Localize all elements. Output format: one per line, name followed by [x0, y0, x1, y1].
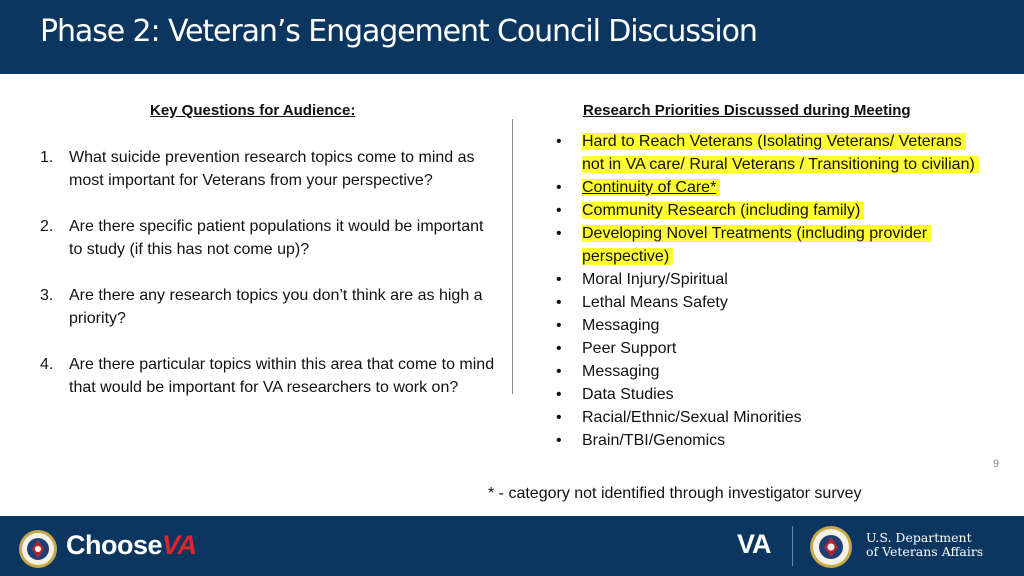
- va-seal-icon: [18, 529, 58, 569]
- bullet-glyph: •: [556, 294, 562, 311]
- column-divider: [512, 119, 513, 394]
- priority-item: [556, 291, 986, 314]
- question-number: 4.: [40, 356, 54, 373]
- bullet-glyph: •: [556, 133, 562, 150]
- bullet-glyph: •: [556, 363, 562, 380]
- research-priorities-heading: Research Priorities Discussed during Meeting: [583, 102, 911, 119]
- priority-text-highlighted: Developing Novel Treatments (including provider perspective): [582, 225, 931, 265]
- priority-text: Moral Injury/Spiritual: [582, 271, 728, 288]
- question-item: [40, 146, 500, 192]
- priority-text: Lethal Means Safety: [582, 294, 728, 311]
- key-questions-heading: Key Questions for Audience:: [150, 102, 356, 119]
- bullet-glyph: •: [556, 202, 562, 219]
- priority-text: Messaging: [582, 317, 660, 334]
- question-item: [40, 353, 500, 399]
- choose-va-logo: [66, 530, 197, 561]
- question-number: 2.: [40, 218, 54, 235]
- question-number: 3.: [40, 287, 54, 304]
- priority-text: Brain/TBI/Genomics: [582, 432, 726, 449]
- question-text: Are there particular topics within this area that come to mind that would be important for VA researchers to work on?: [69, 356, 495, 396]
- priority-item: [556, 314, 986, 337]
- priority-text-highlighted: Continuity of Care*: [582, 179, 720, 196]
- department-line-1: U.S. Department: [866, 530, 972, 545]
- question-text: Are there any research topics you don’t think are as high a priority?: [69, 287, 483, 327]
- priority-item: [556, 429, 986, 452]
- bullet-glyph: •: [556, 432, 562, 449]
- priority-text: Messaging: [582, 363, 660, 380]
- choose-va-logo-word: Choose: [66, 530, 163, 560]
- va-logo: VA: [737, 529, 771, 559]
- question-item: [40, 284, 500, 330]
- priority-item: [556, 383, 986, 406]
- logo-separator: [792, 526, 793, 566]
- bullet-glyph: •: [556, 386, 562, 403]
- question-text: Are there specific patient populations it would be important to study (if this has not come up)?: [69, 218, 484, 258]
- bullet-glyph: •: [556, 179, 562, 196]
- priority-text: Peer Support: [582, 340, 677, 357]
- priority-item: [556, 268, 986, 291]
- footnote: * - category not identified through investigator survey: [488, 485, 862, 502]
- priority-item: [556, 337, 986, 360]
- priority-text-highlighted: Hard to Reach Veterans (Isolating Veterans/ Veterans not in VA care/ Rural Veterans / Transitioning to civilian): [582, 133, 979, 173]
- bullet-glyph: •: [556, 340, 562, 357]
- priorities-list: [556, 130, 986, 452]
- priority-text: Data Studies: [582, 386, 674, 403]
- bullet-glyph: •: [556, 409, 562, 426]
- question-number: 1.: [40, 149, 54, 166]
- questions-list: [40, 146, 500, 422]
- priority-item: [556, 176, 986, 199]
- department-line-2: of Veterans Affairs: [866, 544, 984, 559]
- department-name: [866, 531, 983, 559]
- question-text: What suicide prevention research topics come to mind as most important for Veterans from your perspective?: [69, 149, 475, 189]
- bullet-glyph: •: [556, 271, 562, 288]
- footer-bar: [0, 516, 1024, 576]
- bullet-glyph: •: [556, 225, 562, 242]
- priority-item: [556, 360, 986, 383]
- priority-item: [556, 406, 986, 429]
- question-item: [40, 215, 500, 261]
- priority-text: Racial/Ethnic/Sexual Minorities: [582, 409, 802, 426]
- va-seal-icon: [806, 525, 856, 569]
- priority-text-highlighted: Community Research (including family): [582, 202, 864, 219]
- bullet-glyph: •: [556, 317, 562, 334]
- choose-va-logo-mark: VA: [162, 530, 197, 560]
- priority-item: [556, 199, 986, 222]
- page-number: 9: [993, 458, 1000, 470]
- priority-item: [556, 130, 986, 176]
- page-title: Phase 2: Veteran’s Engagement Council Discussion: [40, 14, 757, 49]
- priority-item: [556, 222, 986, 268]
- title-bar: [0, 0, 1024, 74]
